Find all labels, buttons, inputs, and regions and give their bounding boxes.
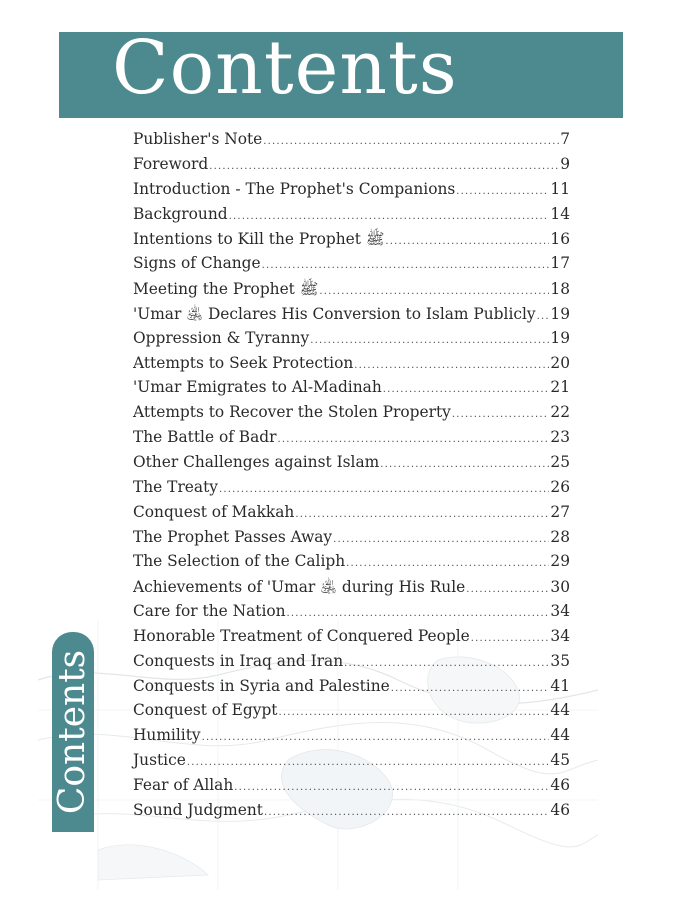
toc-dot-leader xyxy=(391,683,550,694)
toc-entry-page-number: 7 xyxy=(560,130,570,148)
toc-dot-leader xyxy=(466,584,549,595)
toc-entry-title: The Treaty xyxy=(133,477,218,496)
toc-entry-title: Meeting the Prophet ﷺ xyxy=(133,280,319,299)
toc-entry-title: Conquest of Egypt xyxy=(133,701,278,720)
toc-entry[interactable] xyxy=(133,453,570,478)
toc-dot-leader xyxy=(187,757,550,768)
toc-entry-title: Publisher's Note xyxy=(133,130,263,148)
toc-dot-leader xyxy=(202,732,550,743)
toc-entry-title: Conquests in Iraq and Iran xyxy=(133,651,344,670)
toc-dot-leader xyxy=(229,211,550,222)
toc-entry[interactable] xyxy=(133,130,570,155)
toc-entry-page-number: 9 xyxy=(560,154,570,173)
toc-entry-page-number: 19 xyxy=(550,304,570,323)
toc-dot-leader xyxy=(456,186,549,197)
toc-dot-leader xyxy=(380,459,549,470)
toc-entry-title: Attempts to Seek Protection xyxy=(133,353,354,372)
toc-dot-leader xyxy=(346,558,549,569)
toc-entry-page-number: 11 xyxy=(550,179,570,198)
toc-entry[interactable] xyxy=(133,279,570,304)
toc-entry-title: 'Umar Emigrates to Al-Madinah xyxy=(133,378,382,397)
toc-entry-title: Fear of Allah xyxy=(133,775,234,794)
toc-dot-leader xyxy=(278,434,550,445)
table-of-contents xyxy=(133,130,570,826)
toc-entry-title: Attempts to Recover the Stolen Property xyxy=(133,403,451,422)
toc-entry[interactable] xyxy=(133,403,570,428)
toc-entry-page-number: 20 xyxy=(550,353,570,372)
toc-entry-title: The Selection of the Caliph xyxy=(133,552,346,571)
toc-entry-page-number: 16 xyxy=(550,230,570,249)
toc-entry[interactable] xyxy=(133,677,570,702)
toc-entry-title: The Prophet Passes Away xyxy=(133,527,333,546)
toc-entry-title: Conquests in Syria and Palestine xyxy=(133,676,390,695)
toc-entry-title: Introduction - The Prophet's Companions xyxy=(133,179,456,198)
toc-entry-title: Intentions to Kill the Prophet ﷺ xyxy=(133,230,385,249)
toc-entry-page-number: 23 xyxy=(550,428,570,447)
toc-entry[interactable] xyxy=(133,155,570,180)
toc-dot-leader xyxy=(209,161,559,172)
toc-entry-page-number: 44 xyxy=(550,726,570,745)
toc-dot-leader xyxy=(219,484,549,495)
toc-entry[interactable] xyxy=(133,552,570,577)
toc-entry-page-number: 19 xyxy=(550,328,570,347)
toc-entry-title: Background xyxy=(133,204,228,223)
toc-dot-leader xyxy=(310,335,549,346)
toc-entry-page-number: 45 xyxy=(550,751,570,770)
toc-entry-title: Humility xyxy=(133,726,201,745)
toc-entry[interactable] xyxy=(133,652,570,677)
side-tab-title: Contents xyxy=(52,649,93,815)
toc-entry-page-number: 46 xyxy=(550,775,570,794)
toc-entry-title: Oppression & Tyranny xyxy=(133,328,310,347)
side-tab xyxy=(52,632,94,832)
toc-entry-page-number: 29 xyxy=(550,552,570,571)
toc-entry-page-number: 35 xyxy=(550,651,570,670)
toc-entry-page-number: 21 xyxy=(550,378,570,397)
toc-entry-page-number: 27 xyxy=(550,502,570,521)
toc-entry[interactable] xyxy=(133,329,570,354)
toc-entry-page-number: 18 xyxy=(550,280,570,299)
toc-entry-title: Conquest of Makkah xyxy=(133,502,295,521)
toc-entry-page-number: 25 xyxy=(550,452,570,471)
toc-entry[interactable] xyxy=(133,602,570,627)
toc-entry-title: The Battle of Badr xyxy=(133,428,277,447)
toc-dot-leader xyxy=(385,236,549,247)
toc-entry[interactable] xyxy=(133,627,570,652)
toc-dot-leader xyxy=(319,286,549,297)
toc-entry-title: Honorable Treatment of Conquered People xyxy=(133,626,470,645)
toc-dot-leader xyxy=(471,633,550,644)
toc-entry[interactable] xyxy=(133,354,570,379)
toc-dot-leader xyxy=(354,360,549,371)
toc-entry[interactable] xyxy=(133,304,570,329)
toc-entry[interactable] xyxy=(133,503,570,528)
page-title: Contents xyxy=(112,25,458,111)
toc-entry-title: Signs of Change xyxy=(133,254,261,273)
toc-entry-page-number: 46 xyxy=(550,800,570,819)
toc-entry-page-number: 28 xyxy=(550,527,570,546)
toc-entry-page-number: 22 xyxy=(550,403,570,422)
toc-entry-page-number: 14 xyxy=(550,204,570,223)
toc-entry[interactable] xyxy=(133,776,570,801)
toc-dot-leader xyxy=(264,807,549,818)
toc-entry[interactable] xyxy=(133,428,570,453)
toc-entry-page-number: 34 xyxy=(550,626,570,645)
toc-dot-leader xyxy=(383,384,550,395)
toc-entry[interactable] xyxy=(133,801,570,826)
toc-entry[interactable] xyxy=(133,378,570,403)
toc-entry-page-number: 17 xyxy=(550,254,570,273)
toc-entry-title: Other Challenges against Islam xyxy=(133,452,380,471)
toc-entry[interactable] xyxy=(133,205,570,230)
toc-dot-leader xyxy=(295,509,549,520)
toc-entry[interactable] xyxy=(133,478,570,503)
toc-entry-title: Care for the Nation xyxy=(133,602,286,621)
toc-dot-leader xyxy=(537,311,550,322)
toc-dot-leader xyxy=(333,534,549,545)
toc-entry-page-number: 30 xyxy=(550,578,570,597)
toc-entry[interactable] xyxy=(133,254,570,279)
toc-entry-page-number: 44 xyxy=(550,701,570,720)
toc-entry-page-number: 34 xyxy=(550,602,570,621)
toc-entry[interactable] xyxy=(133,701,570,726)
toc-entry[interactable] xyxy=(133,180,570,205)
toc-dot-leader xyxy=(344,658,549,669)
toc-dot-leader xyxy=(452,409,550,420)
toc-entry-page-number: 41 xyxy=(550,676,570,695)
toc-entry[interactable] xyxy=(133,229,570,254)
toc-entry-title: Sound Judgment xyxy=(133,800,263,819)
toc-entry[interactable] xyxy=(133,528,570,553)
toc-entry[interactable] xyxy=(133,726,570,751)
toc-entry-title: Justice xyxy=(133,751,186,770)
toc-entry-page-number: 26 xyxy=(550,477,570,496)
toc-entry-title: Foreword xyxy=(133,154,209,173)
toc-dot-leader xyxy=(278,707,549,718)
toc-dot-leader xyxy=(263,136,559,147)
toc-entry[interactable] xyxy=(133,577,570,602)
toc-dot-leader xyxy=(262,260,550,271)
toc-entry-title: Achievements of 'Umar ﵁ during His Rule xyxy=(133,578,466,597)
toc-dot-leader xyxy=(234,782,549,793)
toc-dot-leader xyxy=(287,608,550,619)
toc-entry[interactable] xyxy=(133,751,570,776)
toc-entry-title: 'Umar ﵁ Declares His Conversion to Islam Publicly xyxy=(133,304,536,323)
